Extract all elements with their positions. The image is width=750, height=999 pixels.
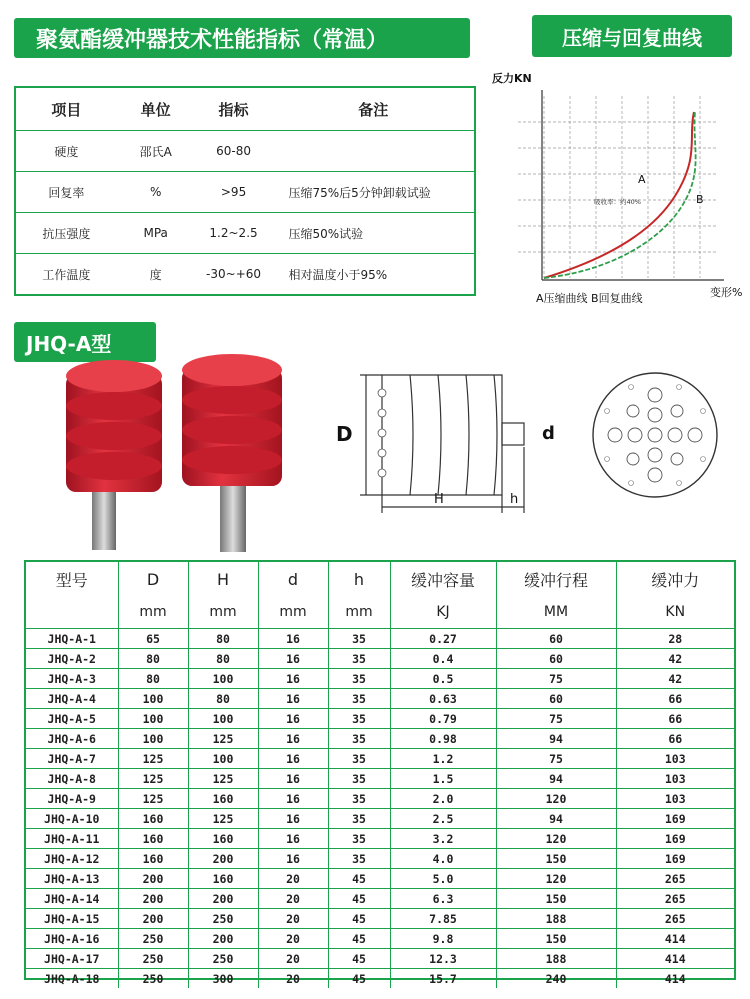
value-cell: 20 xyxy=(258,949,328,969)
value-cell: 150 xyxy=(496,929,616,949)
value-cell: 16 xyxy=(258,709,328,729)
value-cell: 265 xyxy=(616,889,734,909)
table-row xyxy=(26,929,734,949)
table-row xyxy=(26,849,734,869)
spec-row xyxy=(16,172,474,213)
spec-cell-value: 1.2~2.5 xyxy=(195,213,273,254)
spec-cell-item: 工作温度 xyxy=(42,267,91,282)
col-header: 型号 xyxy=(26,562,118,596)
value-cell: 0.27 xyxy=(390,629,496,649)
dim-d-label: d xyxy=(542,423,555,444)
model-cell: JHQ-A-12 xyxy=(26,849,118,869)
value-cell: 75 xyxy=(496,669,616,689)
model-cell: JHQ-A-16 xyxy=(26,929,118,949)
model-cell: JHQ-A-1 xyxy=(26,629,118,649)
value-cell: 240 xyxy=(496,969,616,989)
spec-header: 项目 xyxy=(16,88,117,131)
value-cell: 94 xyxy=(496,729,616,749)
value-cell: 35 xyxy=(328,809,390,829)
value-cell: 2.0 xyxy=(390,789,496,809)
value-cell: 42 xyxy=(616,649,734,669)
chart-legend: A压缩曲线 B回复曲线 xyxy=(536,292,643,305)
value-cell: 103 xyxy=(616,769,734,789)
value-cell: 250 xyxy=(118,949,188,969)
value-cell: 0.5 xyxy=(390,669,496,689)
value-cell: 80 xyxy=(118,649,188,669)
value-cell: 60 xyxy=(496,629,616,649)
col-unit: KN xyxy=(616,596,734,629)
col-header: H xyxy=(188,562,258,596)
value-cell: 16 xyxy=(258,769,328,789)
value-cell: 35 xyxy=(328,669,390,689)
value-cell: 16 xyxy=(258,749,328,769)
value-cell: 250 xyxy=(188,949,258,969)
value-cell: 35 xyxy=(328,729,390,749)
value-cell: 60 xyxy=(496,649,616,669)
col-unit: mm xyxy=(188,596,258,629)
value-cell: 60 xyxy=(496,689,616,709)
table-row xyxy=(26,829,734,849)
table-row xyxy=(26,689,734,709)
value-cell: 20 xyxy=(258,869,328,889)
value-cell: 150 xyxy=(496,849,616,869)
table-row xyxy=(26,749,734,769)
value-cell: 80 xyxy=(118,669,188,689)
dimension-drawing xyxy=(330,355,560,525)
value-cell: 188 xyxy=(496,909,616,929)
table-row xyxy=(26,649,734,669)
value-cell: 80 xyxy=(188,689,258,709)
spec-cell-value: -30~+60 xyxy=(206,267,262,282)
value-cell: 45 xyxy=(328,929,390,949)
model-cell: JHQ-A-9 xyxy=(26,789,118,809)
spec-cell-unit: % xyxy=(117,172,195,213)
value-cell: 414 xyxy=(616,929,734,949)
value-cell: 414 xyxy=(616,949,734,969)
end-view-drawing xyxy=(585,365,725,505)
value-cell: 250 xyxy=(188,909,258,929)
value-cell: 200 xyxy=(118,889,188,909)
value-cell: 45 xyxy=(328,869,390,889)
value-cell: 250 xyxy=(118,969,188,989)
col-header: D xyxy=(118,562,188,596)
value-cell: 35 xyxy=(328,709,390,729)
model-cell: JHQ-A-18 xyxy=(26,969,118,989)
model-cell: JHQ-A-10 xyxy=(26,809,118,829)
buffer-left xyxy=(66,360,162,550)
table-row xyxy=(26,729,734,749)
curve-a-label: A xyxy=(638,173,646,186)
value-cell: 188 xyxy=(496,949,616,969)
col-unit xyxy=(26,596,118,629)
value-cell: 200 xyxy=(118,869,188,889)
table-row xyxy=(26,809,734,829)
col-header: d xyxy=(258,562,328,596)
value-cell: 94 xyxy=(496,809,616,829)
value-cell: 42 xyxy=(616,669,734,689)
spec-row xyxy=(16,254,474,294)
model-data-table xyxy=(24,560,736,986)
value-cell: 35 xyxy=(328,689,390,709)
y-axis-label: 反力KN xyxy=(492,72,532,85)
value-cell: 125 xyxy=(188,729,258,749)
drawing-stud xyxy=(502,423,524,445)
value-cell: 169 xyxy=(616,849,734,869)
value-cell: 265 xyxy=(616,869,734,889)
spec-header: 指标 xyxy=(195,88,273,131)
curve-a-compression xyxy=(544,112,694,278)
model-title: JHQ-A型 xyxy=(14,322,156,362)
col-unit: KJ xyxy=(390,596,496,629)
value-cell: 3.2 xyxy=(390,829,496,849)
table-row xyxy=(26,909,734,929)
model-cell: JHQ-A-4 xyxy=(26,689,118,709)
value-cell: 169 xyxy=(616,809,734,829)
value-cell: 160 xyxy=(118,809,188,829)
value-cell: 125 xyxy=(188,809,258,829)
value-cell: 16 xyxy=(258,829,328,849)
value-cell: 16 xyxy=(258,809,328,829)
value-cell: 80 xyxy=(188,629,258,649)
spec-row xyxy=(16,213,474,254)
value-cell: 0.98 xyxy=(390,729,496,749)
value-cell: 16 xyxy=(258,849,328,869)
table-row xyxy=(26,889,734,909)
value-cell: 160 xyxy=(188,789,258,809)
value-cell: 200 xyxy=(188,929,258,949)
spec-row xyxy=(16,131,474,172)
spec-cell-note: 压缩50%试验 xyxy=(272,213,474,254)
value-cell: 35 xyxy=(328,789,390,809)
spec-cell-note: 相对温度小于95% xyxy=(288,267,388,282)
value-cell: 0.4 xyxy=(390,649,496,669)
value-cell: 94 xyxy=(496,769,616,789)
value-cell: 35 xyxy=(328,769,390,789)
value-cell: 28 xyxy=(616,629,734,649)
spec-cell-unit: MPa xyxy=(117,213,195,254)
col-header: 缓冲行程 xyxy=(496,562,616,596)
value-cell: 16 xyxy=(258,629,328,649)
data-units-row xyxy=(26,596,734,629)
x-axis-label: 变形% xyxy=(710,286,743,299)
value-cell: 100 xyxy=(188,669,258,689)
value-cell: 125 xyxy=(118,749,188,769)
value-cell: 65 xyxy=(118,629,188,649)
table-row xyxy=(26,669,734,689)
dim-H-label: H xyxy=(434,492,444,507)
value-cell: 66 xyxy=(616,729,734,749)
curve-title: 压缩与回复曲线 xyxy=(532,15,732,57)
value-cell: 160 xyxy=(188,869,258,889)
value-cell: 150 xyxy=(496,889,616,909)
drawing-body xyxy=(382,375,502,495)
col-header: 缓冲容量 xyxy=(390,562,496,596)
table-row xyxy=(26,969,734,989)
spec-header-row xyxy=(16,88,474,131)
value-cell: 45 xyxy=(328,889,390,909)
value-cell: 35 xyxy=(328,829,390,849)
value-cell: 100 xyxy=(188,709,258,729)
value-cell: 35 xyxy=(328,629,390,649)
spec-table xyxy=(14,86,476,296)
value-cell: 9.8 xyxy=(390,929,496,949)
value-cell: 265 xyxy=(616,909,734,929)
value-cell: 80 xyxy=(188,649,258,669)
model-cell: JHQ-A-7 xyxy=(26,749,118,769)
model-cell: JHQ-A-13 xyxy=(26,869,118,889)
model-cell: JHQ-A-17 xyxy=(26,949,118,969)
spec-cell-item: 回复率 xyxy=(16,172,117,213)
value-cell: 35 xyxy=(328,649,390,669)
value-cell: 1.5 xyxy=(390,769,496,789)
value-cell: 300 xyxy=(188,969,258,989)
value-cell: 125 xyxy=(118,769,188,789)
value-cell: 160 xyxy=(118,829,188,849)
value-cell: 45 xyxy=(328,949,390,969)
value-cell: 200 xyxy=(188,889,258,909)
model-cell: JHQ-A-2 xyxy=(26,649,118,669)
value-cell: 45 xyxy=(328,969,390,989)
col-unit: mm xyxy=(328,596,390,629)
value-cell: 200 xyxy=(188,849,258,869)
table-row xyxy=(26,949,734,969)
value-cell: 6.3 xyxy=(390,889,496,909)
value-cell: 0.79 xyxy=(390,709,496,729)
table-row xyxy=(26,769,734,789)
spec-cell-unit: 度 xyxy=(149,267,162,282)
value-cell: 100 xyxy=(118,689,188,709)
value-cell: 120 xyxy=(496,869,616,889)
spec-header: 备注 xyxy=(272,88,474,131)
spec-cell-note xyxy=(272,131,474,172)
value-cell: 66 xyxy=(616,689,734,709)
value-cell: 103 xyxy=(616,789,734,809)
value-cell: 16 xyxy=(258,789,328,809)
page-title: 聚氨酯缓冲器技术性能指标（常温） xyxy=(14,18,470,58)
col-header: 缓冲力 xyxy=(651,570,700,590)
product-photo xyxy=(54,352,316,562)
absorb-note: 吸收率：约40% xyxy=(594,198,641,206)
model-cell: JHQ-A-3 xyxy=(26,669,118,689)
model-cell: JHQ-A-11 xyxy=(26,829,118,849)
col-header: h xyxy=(328,562,390,596)
value-cell: 35 xyxy=(328,849,390,869)
model-cell: JHQ-A-15 xyxy=(26,909,118,929)
value-cell: 100 xyxy=(118,729,188,749)
spec-cell-value: 60-80 xyxy=(195,131,273,172)
value-cell: 0.63 xyxy=(390,689,496,709)
value-cell: 120 xyxy=(496,829,616,849)
value-cell: 125 xyxy=(118,789,188,809)
spec-cell-unit: 邵氏A xyxy=(117,131,195,172)
compression-recovery-chart xyxy=(490,66,748,312)
value-cell: 125 xyxy=(188,769,258,789)
spec-cell-note: 压缩75%后5分钟卸载试验 xyxy=(272,172,474,213)
value-cell: 100 xyxy=(188,749,258,769)
table-row xyxy=(26,629,734,649)
value-cell: 160 xyxy=(188,829,258,849)
value-cell: 200 xyxy=(118,909,188,929)
value-cell: 103 xyxy=(616,749,734,769)
curve-b-label: B xyxy=(696,193,704,206)
value-cell: 75 xyxy=(496,749,616,769)
model-cell: JHQ-A-8 xyxy=(26,769,118,789)
col-unit: mm xyxy=(258,596,328,629)
value-cell: 20 xyxy=(258,909,328,929)
value-cell: 414 xyxy=(664,971,686,986)
value-cell: 100 xyxy=(118,709,188,729)
table-row xyxy=(26,869,734,889)
value-cell: 35 xyxy=(328,749,390,769)
value-cell: 1.2 xyxy=(390,749,496,769)
spec-cell-value: >95 xyxy=(195,172,273,213)
model-cell: JHQ-A-6 xyxy=(26,729,118,749)
value-cell: 12.3 xyxy=(390,949,496,969)
value-cell: 5.0 xyxy=(390,869,496,889)
grid xyxy=(518,96,718,278)
buffer-right xyxy=(182,354,282,552)
col-unit: MM xyxy=(496,596,616,629)
model-cell: JHQ-A-5 xyxy=(26,709,118,729)
value-cell: 45 xyxy=(328,909,390,929)
data-header-row xyxy=(26,562,734,596)
spec-cell-item: 抗压强度 xyxy=(16,213,117,254)
value-cell: 16 xyxy=(258,729,328,749)
dim-D-label: D xyxy=(336,422,353,446)
curve-b-recovery xyxy=(544,112,696,278)
value-cell: 2.5 xyxy=(390,809,496,829)
value-cell: 66 xyxy=(616,709,734,729)
value-cell: 160 xyxy=(118,849,188,869)
model-cell: JHQ-A-14 xyxy=(26,889,118,909)
value-cell: 20 xyxy=(258,929,328,949)
value-cell: 169 xyxy=(616,829,734,849)
value-cell: 4.0 xyxy=(390,849,496,869)
value-cell: 120 xyxy=(496,789,616,809)
value-cell: 16 xyxy=(258,689,328,709)
dim-h-label: h xyxy=(510,492,519,507)
value-cell: 16 xyxy=(258,649,328,669)
spec-header: 单位 xyxy=(117,88,195,131)
value-cell: 16 xyxy=(258,669,328,689)
col-unit: mm xyxy=(118,596,188,629)
table-row xyxy=(26,709,734,729)
value-cell: 250 xyxy=(118,929,188,949)
value-cell: 15.7 xyxy=(390,969,496,989)
spec-cell-item: 硬度 xyxy=(16,131,117,172)
table-row xyxy=(26,789,734,809)
value-cell: 7.85 xyxy=(390,909,496,929)
value-cell: 75 xyxy=(496,709,616,729)
value-cell: 20 xyxy=(258,969,328,989)
value-cell: 20 xyxy=(258,889,328,909)
